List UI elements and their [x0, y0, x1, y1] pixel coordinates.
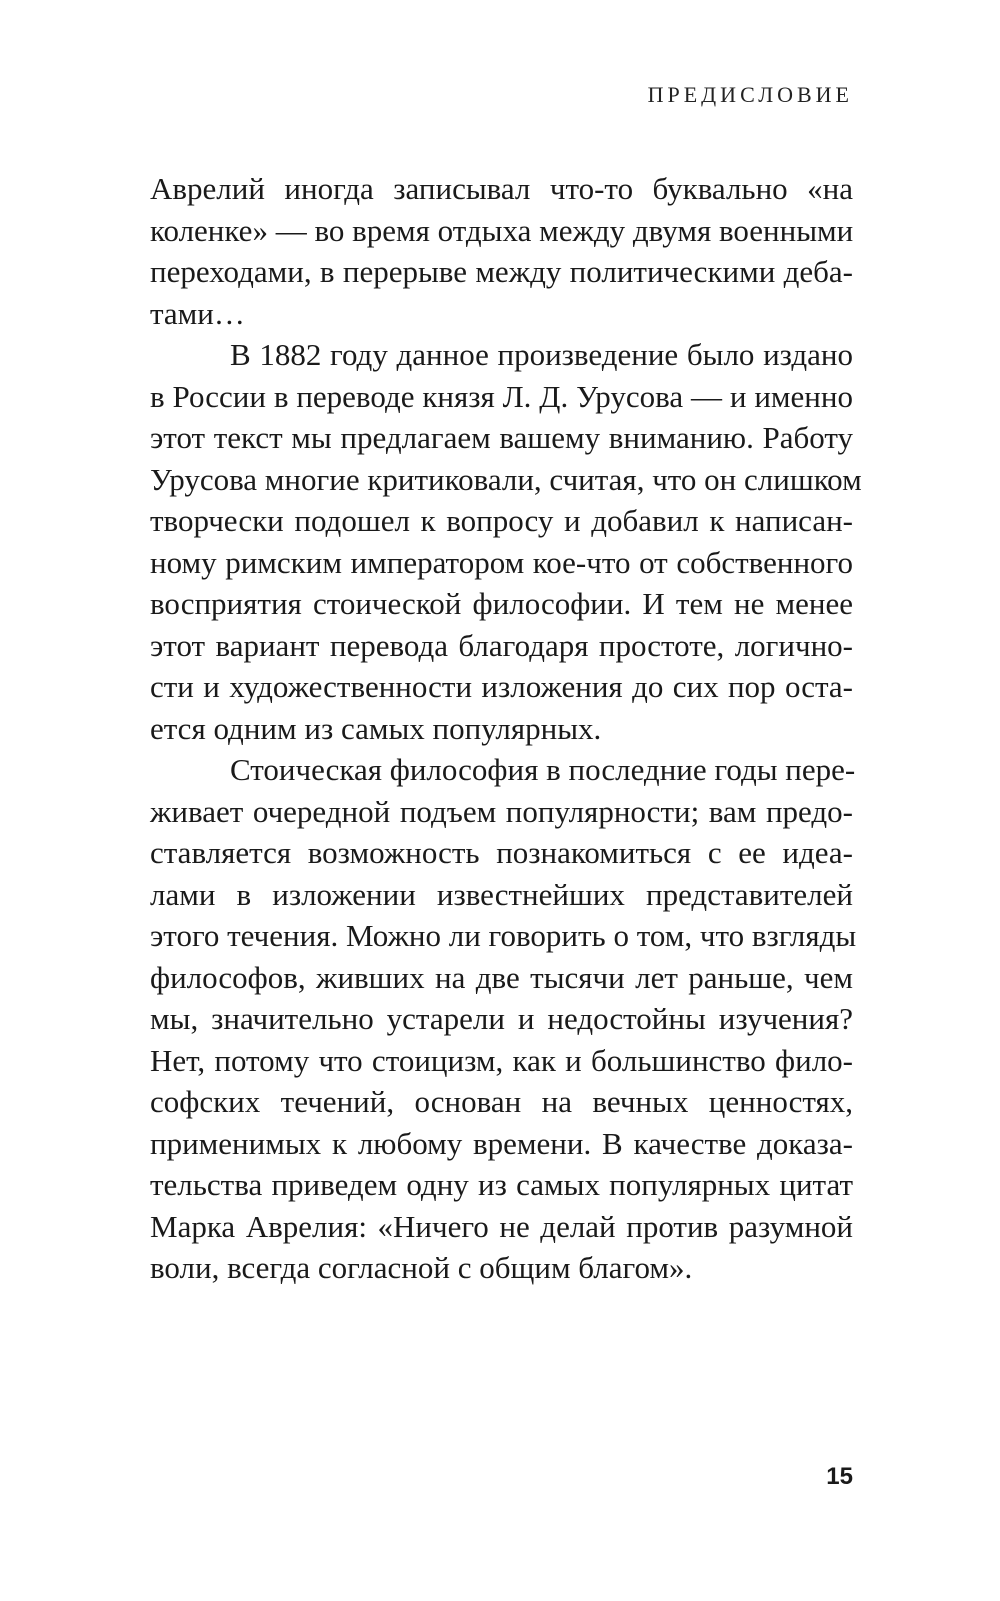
- text-line: переходами, в перерыве между политическими деба-: [150, 254, 853, 289]
- text-line: сти и художественности изложения до сих пор оста-: [150, 669, 853, 704]
- text-line: применимых к любому времени. В качестве доказа-: [150, 1125, 853, 1161]
- text-line: Аврелий иногда записывал что-то буквально «на: [150, 171, 853, 206]
- page-number: 15: [826, 1463, 853, 1490]
- text-line: тельства приведем одну из самых популярных цитат: [150, 1167, 853, 1202]
- text-line: этот вариант перевода благодаря простоте, логично-: [150, 627, 853, 663]
- text-line: тами…: [150, 295, 245, 331]
- text-line: В 1882 году данное произведение было издано: [230, 337, 853, 372]
- text-line: в России в переводе князя Л. Д. Урусова — и именно: [150, 378, 853, 414]
- text-line: Нет, потому что стоицизм, как и большинство фило-: [150, 1042, 853, 1078]
- text-line: лами в изложении известнейших представителей: [150, 876, 853, 912]
- text-line: этот текст мы предлагаем вашему вниманию. Работу: [150, 420, 853, 455]
- text-line: живает очередной подъем популярности; вам предо-: [150, 793, 853, 829]
- text-line: воли, всегда согласной с общим благом».: [150, 1250, 693, 1285]
- text-line: коленке» — во время отдыха между двумя военными: [150, 212, 854, 248]
- text-line: мы, значительно устарели и недостойны изучения?: [150, 1001, 853, 1036]
- text-line: восприятия стоической философии. И тем не менее: [150, 586, 853, 621]
- text-line: ставляется возможность познакомиться с ее идеа-: [150, 835, 853, 870]
- body-text: [150, 168, 862, 1289]
- text-line: философов, живших на две тысячи лет раньше, чем: [150, 959, 853, 995]
- running-head-title: ПРЕДИСЛОВИЕ: [647, 82, 853, 107]
- text-line: софских течений, основан на вечных ценностях,: [150, 1084, 853, 1119]
- text-line: этого течения. Можно ли говорить о том, что взгляды: [150, 918, 857, 953]
- text-line: Стоическая философия в последние годы пере-: [230, 752, 856, 787]
- text-line: ется одним из самых популярных.: [150, 710, 602, 746]
- text-line: ному римским императором кое-что от собственного: [150, 544, 853, 580]
- text-line: Марка Аврелия: «Ничего не делай против разумной: [150, 1208, 853, 1244]
- text-line: Урусова многие критиковали, считая, что он слишком: [150, 461, 862, 497]
- text-line: творчески подошел к вопросу и добавил к написан-: [150, 503, 853, 538]
